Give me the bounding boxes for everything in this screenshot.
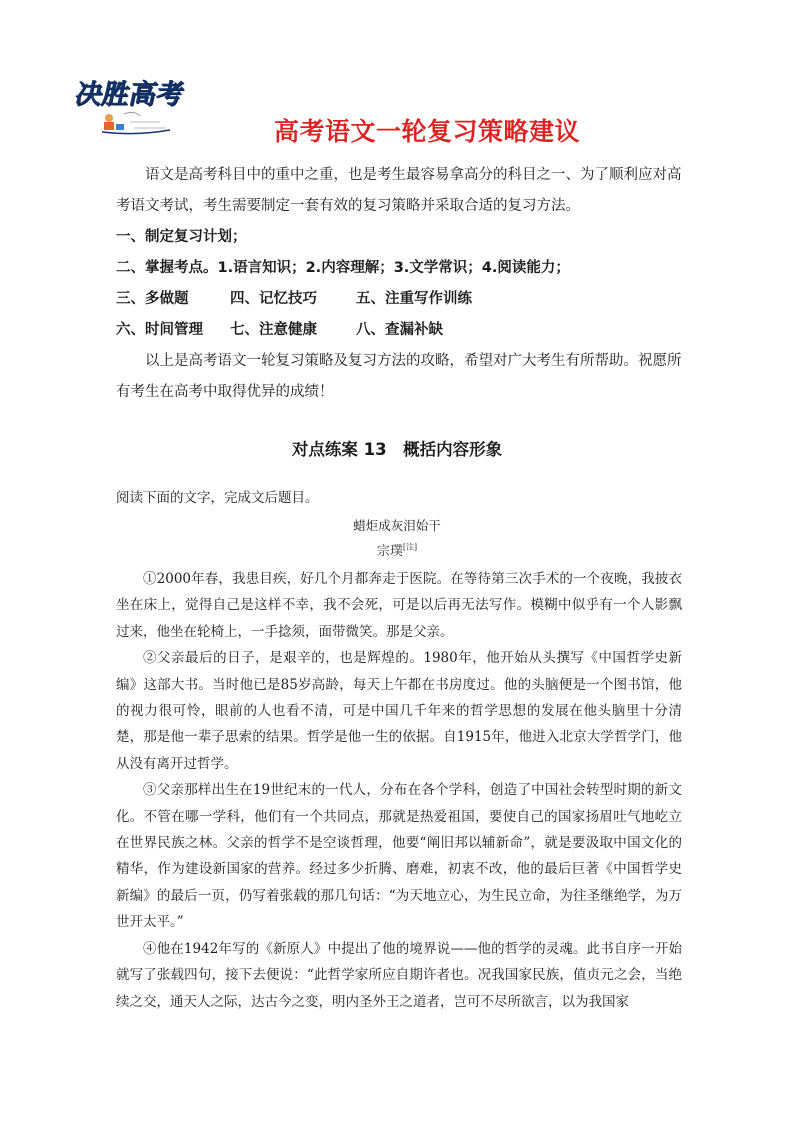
section-title: 对点练案 13 概括内容形象 xyxy=(291,440,503,459)
list-item: 六、时间管理 七、注意健康 八、查漏补缺 xyxy=(116,322,443,338)
essay-body xyxy=(116,566,682,1015)
essay-paragraph: ③父亲那样出生在19世纪末的一代人，分布在各个学科，创造了中国社会转型时期的新文化。不管在哪一学科，他们有一个共同点，那就是热爱祖国，要使自己的国家扬眉吐气地屹立在世界民族之林。父亲的哲学不是空谈哲理，他要“阐旧邦以辅新命”，就是要汲取中国文化的精华，作为建设新国家的营养。经过多少折腾、磨难，初衷不改，他的最后巨著《中国哲学史新编》的最后一页，仍写着张载的那几句话：“为天地立心，为生民立命，为往圣继绝学，为万世开太平。” xyxy=(116,782,682,931)
essay-paragraph: ①2000年春，我患目疾，好几个月都奔走于医院。在等待第三次手术的一个夜晚，我披衣坐在床上，觉得自己是这样不幸，我不会死，可是以后再无法写作。模糊中似乎有一个人影飘过来，他坐在轮椅上，一手捻须，面带微笑。那是父亲。 xyxy=(116,571,682,640)
list-item: 二、掌握考点。1.语言知识；2.内容理解；3.文学常识；4.阅读能力； xyxy=(116,260,570,276)
logo-text: 决胜高考 xyxy=(72,79,187,110)
essay-author: 宗璞[注] xyxy=(376,542,418,559)
essay-paragraph: ④他在1942年写的《新原人》中提出了他的境界说——他的哲学的灵魂。此书自序一开始就写了张载四句，接下去便说：“此哲学家所应自期许者也。况我国家民族，值贞元之会，当绝续之交，通天人之际，达古今之变，明内圣外王之道者，岂可不尽所欲言，以为我国家 xyxy=(116,940,682,1010)
essay-title: 蜡炬成灰泪始干 xyxy=(353,518,441,533)
instruction-text: 阅读下面的文字，完成文后题目。 xyxy=(116,490,319,506)
intro-paragraph: 语文是高考科目中的重中之重，也是考生最容易拿高分的科目之一、为了顺利应对高考语文考试，考生需要制定一套有效的复习策略并采取合适的复习方法。 xyxy=(116,167,682,214)
author-note: [注] xyxy=(402,542,418,552)
intro-section xyxy=(116,160,682,408)
intro-paragraph: 以上是高考语文一轮复习策略及复习方法的攻略，希望对广大考生有所帮助。祝愿所有考生在高考中取得优异的成绩！ xyxy=(116,353,682,400)
essay-paragraph: ②父亲最后的日子，是艰辛的，也是辉煌的。1980年，他开始从头撰写《中国哲学史新编》这部大书。当时他已是85岁高龄，每天上午都在书房度过。他的头脑便是一个图书馆，他的视力很可怜，眼前的人也看不清，可是中国几千年来的哲学思想的发展在他头脑里十分清楚，那是他一辈子思索的结果。哲学是他一生的依据。自1915年，他进入北京大学哲学门，他从没有离开过哲学。 xyxy=(116,650,682,772)
list-item: 一、制定复习计划； xyxy=(116,229,247,245)
list-item: 三、多做题 四、记忆技巧 五、注重写作训练 xyxy=(116,291,472,307)
page-title: 高考语文一轮复习策略建议 xyxy=(273,117,580,146)
